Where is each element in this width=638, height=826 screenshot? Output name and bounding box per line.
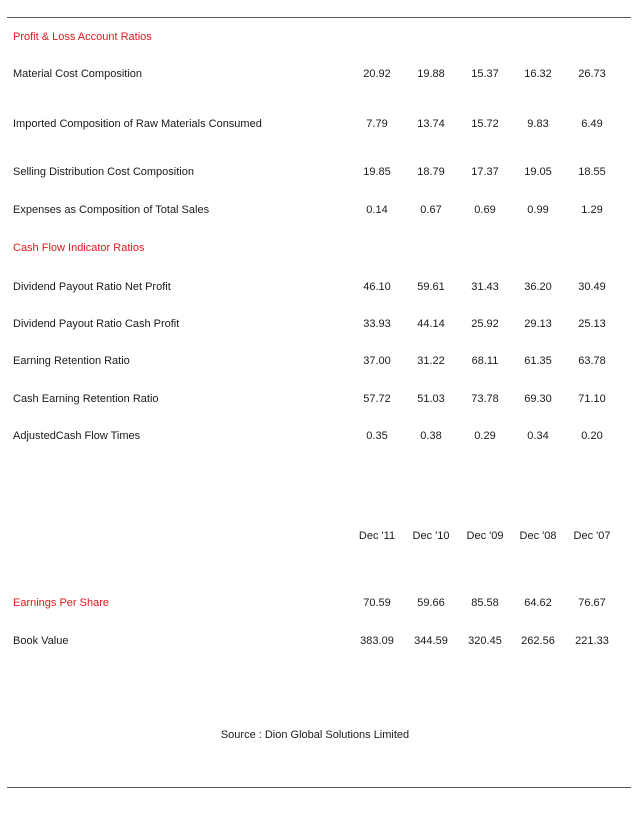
cell-value: 0.99 bbox=[527, 204, 549, 216]
cell-value: 37.00 bbox=[363, 355, 391, 367]
cell-value: 63.78 bbox=[578, 355, 606, 367]
table-row bbox=[0, 281, 638, 297]
cell-value: 25.13 bbox=[578, 318, 606, 330]
cell-value: 0.38 bbox=[420, 430, 442, 442]
column-header: Dec '09 bbox=[466, 530, 504, 542]
cell-value: 29.13 bbox=[524, 318, 552, 330]
table-row bbox=[0, 355, 638, 371]
cell-value: 0.14 bbox=[366, 204, 388, 216]
cell-value: 0.34 bbox=[527, 430, 549, 442]
table-row bbox=[0, 68, 638, 84]
section-heading-cf bbox=[0, 242, 638, 258]
cell-value: 59.61 bbox=[417, 281, 445, 293]
row-label: Selling Distribution Cost Composition bbox=[13, 166, 194, 178]
section-title: Cash Flow Indicator Ratios bbox=[13, 242, 145, 254]
column-header: Dec '10 bbox=[412, 530, 450, 542]
column-header: Dec '07 bbox=[573, 530, 611, 542]
cell-value: 17.37 bbox=[471, 166, 499, 178]
cell-value: 13.74 bbox=[417, 118, 445, 130]
cell-value: 61.35 bbox=[524, 355, 552, 367]
cell-value: 20.92 bbox=[363, 68, 391, 80]
cell-value: 18.55 bbox=[578, 166, 606, 178]
cell-value: 76.67 bbox=[578, 597, 606, 609]
row-label: Dividend Payout Ratio Net Profit bbox=[13, 281, 171, 293]
cell-value: 31.22 bbox=[417, 355, 445, 367]
cell-value: 26.73 bbox=[578, 68, 606, 80]
table-row bbox=[0, 597, 638, 613]
table-row bbox=[0, 635, 638, 651]
cell-value: 30.49 bbox=[578, 281, 606, 293]
row-label: Imported Composition of Raw Materials Consumed bbox=[13, 118, 262, 130]
table-row bbox=[0, 393, 638, 409]
table-row bbox=[0, 166, 638, 182]
row-label: Book Value bbox=[13, 635, 69, 647]
cell-value: 64.62 bbox=[524, 597, 552, 609]
cell-value: 57.72 bbox=[363, 393, 391, 405]
cell-value: 383.09 bbox=[360, 635, 394, 647]
row-label: Material Cost Composition bbox=[13, 68, 142, 80]
cell-value: 19.05 bbox=[524, 166, 552, 178]
bottom-rule bbox=[7, 787, 631, 788]
table-row bbox=[0, 118, 638, 134]
cell-value: 71.10 bbox=[578, 393, 606, 405]
row-label: AdjustedCash Flow Times bbox=[13, 430, 141, 442]
source-note: Source : Dion Global Solutions Limited bbox=[220, 729, 410, 741]
cell-value: 221.33 bbox=[575, 635, 609, 647]
cell-value: 18.79 bbox=[417, 166, 445, 178]
row-label: Dividend Payout Ratio Cash Profit bbox=[13, 318, 180, 330]
cell-value: 69.30 bbox=[524, 393, 552, 405]
cell-value: 15.72 bbox=[471, 118, 499, 130]
row-label: Earnings Per Share bbox=[13, 597, 109, 609]
cell-value: 320.45 bbox=[468, 635, 502, 647]
cell-value: 31.43 bbox=[471, 281, 499, 293]
cell-value: 0.67 bbox=[420, 204, 442, 216]
cell-value: 7.79 bbox=[366, 118, 388, 130]
table-row bbox=[0, 430, 638, 446]
cell-value: 85.58 bbox=[471, 597, 499, 609]
column-header: Dec '08 bbox=[519, 530, 557, 542]
row-label: Earning Retention Ratio bbox=[13, 355, 130, 367]
top-rule bbox=[7, 17, 631, 18]
period-header-row bbox=[0, 530, 638, 546]
cell-value: 0.35 bbox=[366, 430, 388, 442]
cell-value: 68.11 bbox=[471, 355, 499, 367]
cell-value: 25.92 bbox=[471, 318, 499, 330]
cell-value: 262.56 bbox=[521, 635, 555, 647]
cell-value: 19.88 bbox=[417, 68, 445, 80]
cell-value: 16.32 bbox=[524, 68, 552, 80]
cell-value: 59.66 bbox=[417, 597, 445, 609]
cell-value: 70.59 bbox=[363, 597, 391, 609]
cell-value: 0.29 bbox=[474, 430, 496, 442]
cell-value: 44.14 bbox=[417, 318, 445, 330]
cell-value: 344.59 bbox=[414, 635, 448, 647]
row-label: Expenses as Composition of Total Sales bbox=[13, 204, 210, 216]
table-row bbox=[0, 318, 638, 334]
cell-value: 0.20 bbox=[581, 430, 603, 442]
table-row bbox=[0, 204, 638, 220]
cell-value: 1.29 bbox=[581, 204, 603, 216]
cell-value: 19.85 bbox=[363, 166, 391, 178]
cell-value: 46.10 bbox=[363, 281, 391, 293]
cell-value: 36.20 bbox=[524, 281, 552, 293]
column-header: Dec '11 bbox=[358, 530, 396, 542]
cell-value: 73.78 bbox=[471, 393, 499, 405]
section-heading-pl bbox=[0, 31, 638, 47]
cell-value: 15.37 bbox=[471, 68, 499, 80]
row-label: Cash Earning Retention Ratio bbox=[13, 393, 159, 405]
cell-value: 33.93 bbox=[363, 318, 391, 330]
cell-value: 0.69 bbox=[474, 204, 496, 216]
section-title: Profit & Loss Account Ratios bbox=[13, 31, 152, 43]
cell-value: 51.03 bbox=[417, 393, 445, 405]
cell-value: 6.49 bbox=[581, 118, 603, 130]
cell-value: 9.83 bbox=[527, 118, 549, 130]
